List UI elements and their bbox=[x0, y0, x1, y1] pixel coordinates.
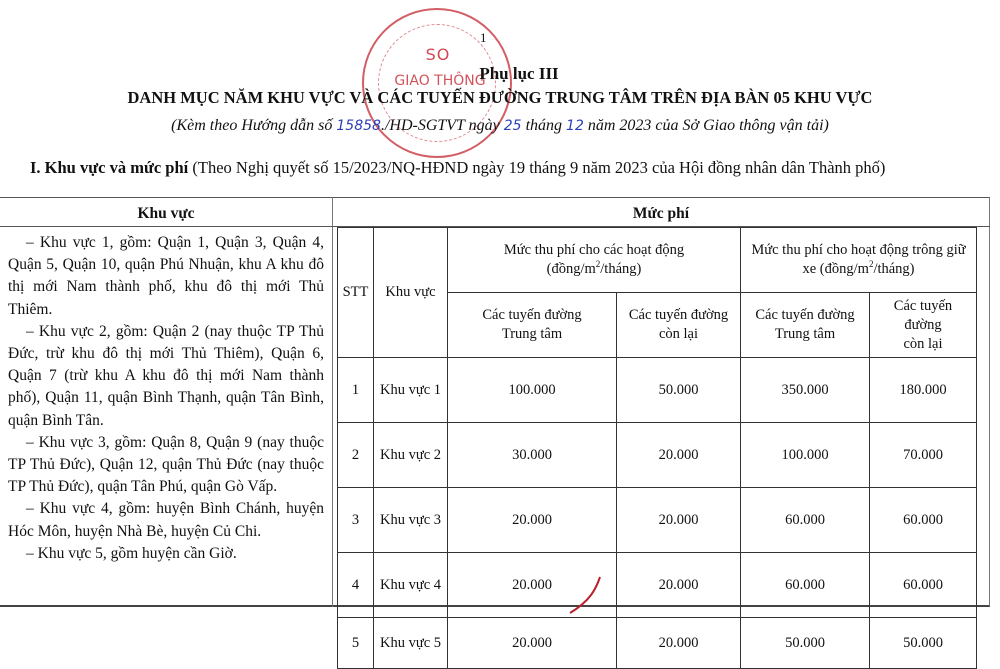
group1-label: Mức thu phí cho các hoạt động bbox=[503, 242, 685, 258]
cell-area: Khu vực 3 bbox=[374, 488, 448, 553]
fee-table bbox=[337, 227, 977, 669]
subheader-parking-other bbox=[870, 293, 977, 358]
sub-label: Trung tâm bbox=[501, 326, 563, 342]
stamp-text-line1: SO bbox=[425, 45, 451, 64]
sub-label: còn lại bbox=[658, 326, 699, 342]
cell-stt: 4 bbox=[338, 553, 374, 618]
area-column-header: Khu vực bbox=[137, 205, 195, 222]
area-description-3: – Khu vực 3, gồm: Quận 8, Quận 9 (nay thuộc TP Thủ Đức), Quận 12, quận Thủ Đức (nay thuộc TP Thủ Đức), quận Tân Phú, quận Gò Vấp. bbox=[8, 433, 324, 496]
superscript: 2 bbox=[868, 259, 874, 270]
cell-act-other: 20.000 bbox=[617, 423, 741, 488]
sub-label: Các tuyến đường bbox=[628, 307, 729, 323]
cell-park-central: 60.000 bbox=[741, 488, 870, 553]
cell-park-other: 50.000 bbox=[870, 618, 977, 669]
subtitle-suffix: năm 2023 của Sở Giao thông vận tải) bbox=[583, 117, 829, 134]
group1-unit: (đồng/m bbox=[546, 261, 596, 277]
cell-act-central: 20.000 bbox=[448, 618, 617, 669]
document-subtitle bbox=[0, 117, 1000, 135]
page-number: 1 bbox=[480, 30, 487, 45]
sub-label: Các tuyến đường bbox=[755, 307, 855, 323]
cell-act-other: 20.000 bbox=[617, 553, 741, 618]
fee-column-header: Mức phí bbox=[632, 205, 690, 222]
subheader-activities-other bbox=[617, 293, 741, 358]
cell-park-central: 60.000 bbox=[741, 553, 870, 618]
cell-act-other: 20.000 bbox=[617, 618, 741, 669]
area-description-2: – Khu vực 2, gồm: Quận 2 (nay thuộc TP Thủ Đức, trừ khu đô thị mới Thủ Thiêm), Quận 6, Quận 7 (trừ khu A khu đô thị mới Nam thành phố), Quận 11, quận Bình Thạnh, quận Tân Bình, quận Bình Tân. bbox=[8, 322, 324, 429]
cell-act-central: 30.000 bbox=[448, 423, 617, 488]
col-header-stt: STT bbox=[338, 228, 374, 358]
stamp-text-line2: GIAO THÔNG bbox=[394, 73, 486, 89]
group1-unit-end: /tháng) bbox=[600, 261, 642, 277]
subheader-parking-central bbox=[741, 293, 870, 358]
cell-park-other: 180.000 bbox=[870, 358, 977, 423]
area-description-5: – Khu vực 5, gồm huyện cần Giờ. bbox=[26, 544, 237, 562]
section-note: (Theo Nghị quyết số 15/2023/NQ-HĐND ngày 19 tháng 9 năm 2023 của Hội đồng nhân dân Thành phố) bbox=[188, 158, 886, 177]
subtitle-prefix: (Kèm theo Hướng dẫn số bbox=[171, 117, 337, 134]
table-row bbox=[338, 358, 977, 423]
cell-act-other: 50.000 bbox=[617, 358, 741, 423]
group-header-activities bbox=[448, 228, 741, 293]
sub-label: Các tuyến đường bbox=[482, 307, 582, 323]
document-title: DANH MỤC NĂM KHU VỰC VÀ CÁC TUYẾN ĐƯỜNG TRUNG TÂM TRÊN ĐỊA BÀN 05 KHU VỰC bbox=[127, 88, 873, 107]
cell-stt: 1 bbox=[338, 358, 374, 423]
cell-park-other: 60.000 bbox=[870, 553, 977, 618]
subtitle-mid2: tháng bbox=[521, 117, 567, 134]
subheader-activities-central bbox=[448, 293, 617, 358]
superscript: 2 bbox=[595, 259, 601, 270]
cell-area: Khu vực 4 bbox=[374, 553, 448, 618]
group2-unit-end: /tháng) bbox=[873, 261, 915, 277]
table-row bbox=[338, 553, 977, 618]
group-header-parking bbox=[741, 228, 977, 293]
area-description-1: – Khu vực 1, gồm: Quận 1, Quận 3, Quận 4, Quận 5, Quận 10, quận Phú Nhuận, khu A khu đô thị mới Nam thành phố, khu đô thị mới Thủ Thiêm. bbox=[8, 234, 324, 318]
section-title: I. Khu vực và mức phí bbox=[30, 158, 189, 177]
section-heading bbox=[30, 158, 885, 178]
table-row bbox=[338, 618, 977, 669]
group2-unit: (đồng/m bbox=[816, 261, 869, 277]
column-divider bbox=[332, 197, 333, 607]
cell-act-central: 20.000 bbox=[448, 488, 617, 553]
cell-area: Khu vực 2 bbox=[374, 423, 448, 488]
cell-area: Khu vực 1 bbox=[374, 358, 448, 423]
cell-park-central: 350.000 bbox=[741, 358, 870, 423]
area-description-4: – Khu vực 4, gồm: huyện Bình Chánh, huyện Hóc Môn, huyện Nhà Bè, huyện Củ Chi. bbox=[8, 500, 324, 540]
handwritten-month: 12 bbox=[566, 118, 584, 134]
cell-area: Khu vực 5 bbox=[374, 618, 448, 669]
appendix-label: Phụ lục III bbox=[479, 64, 559, 83]
cell-park-central: 50.000 bbox=[741, 618, 870, 669]
sub-label: còn lại bbox=[903, 335, 943, 352]
sub-label: Các tuyến đường bbox=[893, 297, 953, 333]
cell-stt: 3 bbox=[338, 488, 374, 553]
cell-act-central: 20.000 bbox=[448, 553, 617, 618]
cell-act-other: 20.000 bbox=[617, 488, 741, 553]
cell-park-other: 70.000 bbox=[870, 423, 977, 488]
col-header-area: Khu vực bbox=[374, 228, 448, 358]
cell-stt: 2 bbox=[338, 423, 374, 488]
table-row bbox=[338, 423, 977, 488]
area-descriptions bbox=[8, 232, 324, 565]
group2-label: Mức thu phí cho hoạt động trông giữ xe bbox=[751, 242, 966, 277]
cell-park-other: 60.000 bbox=[870, 488, 977, 553]
cell-stt: 5 bbox=[338, 618, 374, 669]
table-row bbox=[338, 488, 977, 553]
cell-act-central: 100.000 bbox=[448, 358, 617, 423]
subtitle-mid: ./HD-SGTVT ngày bbox=[380, 117, 504, 134]
handwritten-day: 25 bbox=[503, 118, 522, 134]
sub-label: Trung tâm bbox=[774, 326, 836, 342]
cell-park-central: 100.000 bbox=[741, 423, 870, 488]
handwritten-doc-number: 15858 bbox=[336, 118, 381, 134]
